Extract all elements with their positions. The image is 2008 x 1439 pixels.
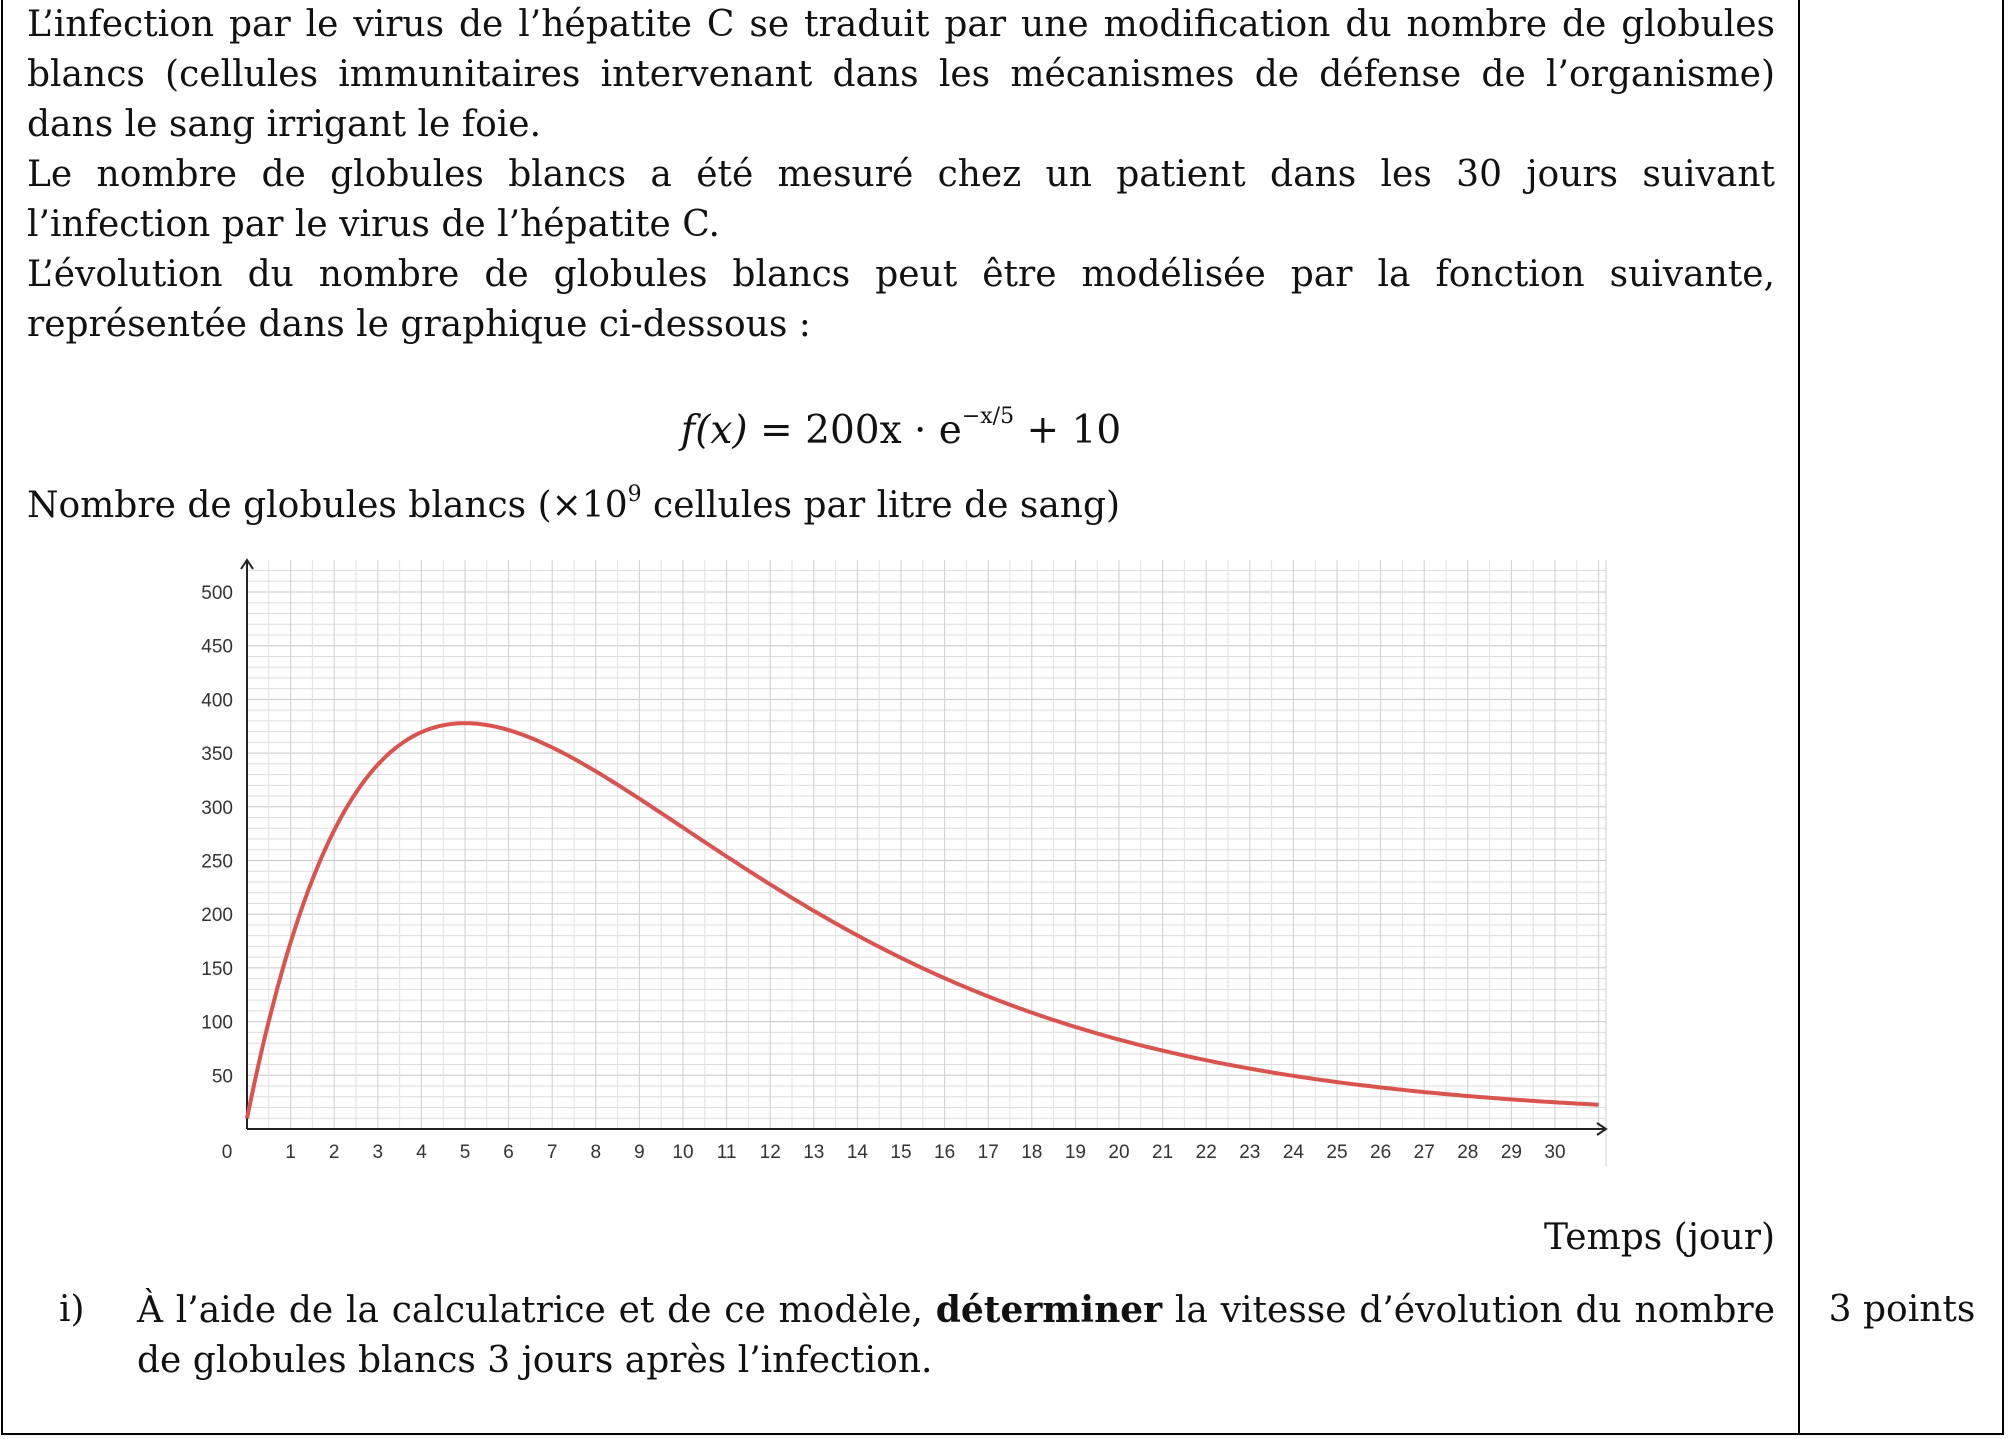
x-tick-label: 21: [1152, 1142, 1174, 1163]
x-tick-label: 9: [634, 1142, 645, 1163]
points-value: 3 points: [1828, 1289, 1976, 1330]
y-axis-label-pre: Nombre de globules blancs (×10: [27, 485, 628, 526]
question-verb: déterminer: [935, 1289, 1163, 1331]
x-tick-label: 3: [372, 1142, 384, 1163]
x-tick-label: 24: [1282, 1142, 1304, 1163]
x-tick-label: 4: [416, 1142, 427, 1163]
x-tick-label: 7: [546, 1142, 558, 1163]
x-tick-label: 10: [672, 1142, 694, 1163]
x-tick-label: 8: [590, 1142, 602, 1163]
formula-tail: + 10: [1014, 408, 1122, 453]
intro-paragraph-3: L’évolution du nombre de globules blancs peut être modélisée par la fonction suivante, représentée dans le graphique ci-dessous :: [27, 254, 1775, 345]
x-tick-label: 20: [1108, 1142, 1130, 1163]
x-tick-label: 13: [803, 1142, 825, 1163]
x-tick-label: 23: [1239, 1142, 1261, 1163]
x-tick-label: 30: [1544, 1142, 1566, 1163]
y-tick-label: 450: [201, 636, 233, 658]
x-tick-label: 16: [934, 1142, 956, 1163]
x-tick-label: 2: [328, 1142, 340, 1163]
x-tick-label: 18: [1021, 1142, 1043, 1163]
y-tick-label: 500: [201, 583, 233, 604]
x-tick-label: 17: [977, 1142, 999, 1163]
x-tick-label: 25: [1326, 1142, 1348, 1163]
formula-body: = 200x · e: [747, 408, 962, 453]
x-tick-label: 11: [716, 1142, 737, 1163]
y-axis-label-exponent: 9: [627, 482, 642, 507]
question-number: i): [59, 1289, 85, 1330]
question-text-pre: À l’aide de la calculatrice et de ce modèle,: [137, 1290, 936, 1331]
y-tick-label: 100: [201, 1012, 233, 1034]
x-axis-label: Temps (jour): [1544, 1217, 1775, 1258]
y-tick-label: 150: [201, 958, 233, 980]
x-tick-label: 22: [1195, 1142, 1217, 1163]
question-text-post: la vitesse d’évolution du nombre de globules blancs 3 jours après l’infection.: [137, 1290, 1775, 1381]
x-tick-label: 28: [1457, 1142, 1479, 1163]
intro-paragraph-2: Le nombre de globules blancs a été mesuré chez un patient dans les 30 jours suivant l’infection par le virus de l’hépatite C.: [27, 154, 1775, 245]
y-tick-label: 50: [211, 1066, 233, 1088]
y-tick-label: 350: [201, 744, 233, 766]
y-tick-label: 250: [201, 851, 233, 873]
x-tick-label: 29: [1500, 1142, 1522, 1163]
y-tick-label: 300: [201, 797, 233, 819]
x-tick-label: 15: [890, 1142, 912, 1163]
x-tick-label: 19: [1064, 1142, 1086, 1163]
x-tick-label: 14: [846, 1142, 868, 1163]
y-tick-label: 400: [201, 690, 233, 712]
x-tick-label: 6: [503, 1142, 514, 1163]
intro-paragraph-1: L’infection par le virus de l’hépatite C se traduit par une modification du nombre de globules blancs (cellules immunitaires intervenant dans les mécanismes de défense de l’organisme) dans le sang irrigant le foie.: [27, 4, 1775, 145]
y-axis-label-post: cellules par litre de sang): [641, 485, 1121, 526]
formula-lhs: f(x): [680, 408, 748, 453]
formula-exponent: −x/5: [961, 404, 1015, 429]
x-tick-label: 1: [285, 1142, 296, 1163]
x-tick-label: 12: [759, 1142, 781, 1163]
x-tick-label: 0: [221, 1142, 233, 1163]
y-tick-label: 200: [201, 905, 233, 927]
x-tick-label: 27: [1413, 1142, 1435, 1163]
x-tick-label: 26: [1370, 1142, 1392, 1163]
x-tick-label: 5: [459, 1142, 471, 1163]
